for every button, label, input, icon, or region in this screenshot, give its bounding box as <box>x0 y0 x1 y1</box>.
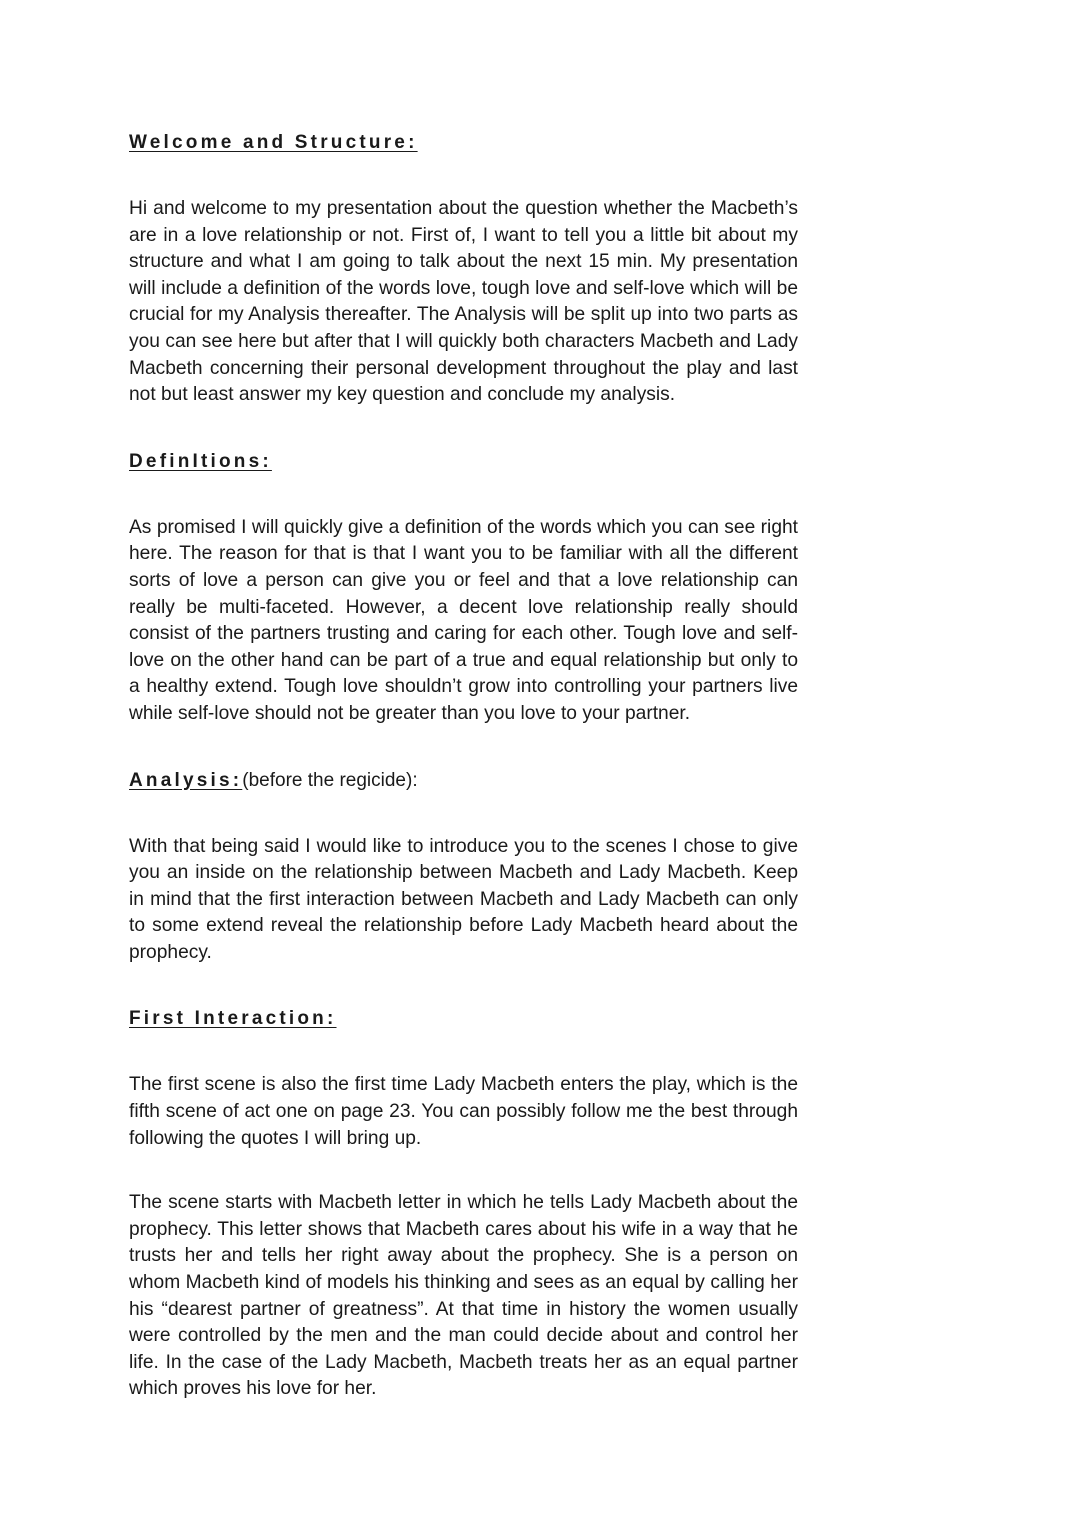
paragraph-definitions: As promised I will quickly give a definition of the words which you can see right here. The reason for that is that I want you to be familiar with all the different sorts of love a person can give you or feel and that a love relationship can really be multi-faceted. However, a decent love relationship really should consist of the partners trusting and caring for each other. Tough love and self-love on the other hand can be part of a true and equal relationship but only to a healthy extend. Tough love shouldn’t grow into controlling your partners live while self-love should not be greater than you love to your partner. <box>129 516 798 724</box>
document-page <box>129 128 798 1403</box>
section-heading-first-interaction: First Interaction: <box>129 1008 337 1030</box>
section-heading-welcome: Welcome and Structure: <box>129 132 418 153</box>
section-heading-definitions: DefinItions: <box>129 450 272 472</box>
paragraph-welcome: Hi and welcome to my presentation about the question whether the Macbeth’s are in a love relationship or not. First of, I want to tell you a little bit about my structure and what I am going to talk about the next 15 min. My presentation will include a definition of the words love, tough love and self-love which will be crucial for my Analysis thereafter. The Analysis will be split up into two parts as you can see here but after that I will quickly both characters Macbeth and Lady Macbeth concerning their personal development throughout the play and last not but least answer my key question and conclude my analysis. <box>129 198 798 406</box>
section-first-interaction <box>129 1004 798 1403</box>
section-analysis <box>129 766 798 967</box>
paragraph-analysis: With that being said I would like to introduce you to the scenes I chose to give you an inside on the relationship between Macbeth and Lady Macbeth. Keep in mind that the first interaction between Macbeth and Lady Macbeth can only to some extend reveal the relationship before Lady Macbeth heard about the prophecy. <box>129 835 798 963</box>
section-definitions <box>129 447 798 728</box>
section-heading-analysis-suffix: (before the regicide): <box>242 769 418 791</box>
paragraph-first-interaction-1: The first scene is also the first time Lady Macbeth enters the play, which is the fifth scene of act one on page 23. You can possibly follow me the best through following the quotes I will bring up. <box>129 1074 798 1149</box>
section-heading-analysis-label: Analysis: <box>129 769 243 791</box>
section-heading-analysis <box>129 766 798 796</box>
paragraph-first-interaction-2: The scene starts with Macbeth letter in which he tells Lady Macbeth about the prophecy. This letter shows that Macbeth cares about his wife in a way that he trusts her and tells her right away about the prophecy. She is a person on whom Macbeth kind of models his thinking and sees as an equal by calling her his “dearest partner of greatness”. At that time in history the women usually were controlled by the men and the man could decide about and control her life. In the case of the Lady Macbeth, Macbeth treats her as an equal partner which proves his love for her. <box>129 1192 798 1400</box>
section-welcome <box>129 128 798 409</box>
